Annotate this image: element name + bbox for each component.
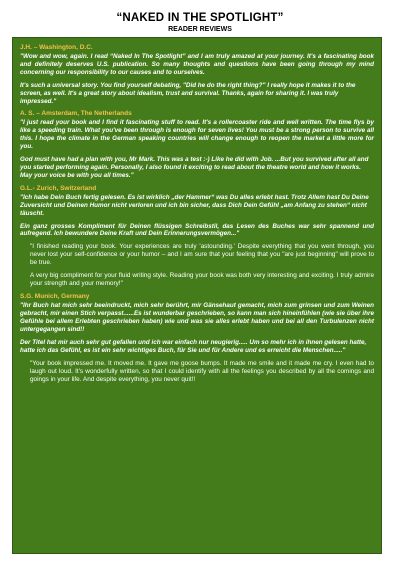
page-title: “NAKED IN THE SPOTLIGHT” — [116, 12, 284, 24]
review-paragraph: "Ich habe Dein Buch fertig gelesen. Es ist wirklich „der Hammer“ was Du alles erlebt hast. Trotz Allem hast Du Deine Zuversicht und Deinen Humor nicht verloren und ich bin sicher, dass Dich Dein Gefühl „am Anfang zu stehen“ nicht täuscht. — [20, 193, 369, 217]
review-paragraph: "Ihr Buch hat mich sehr beeindruckt, mich sehr berührt, mir Gänsehaut gemacht, mich zum grinsen und zum Weinen gebracht, mir einen Stich verpasst......Es ist wunderbar geschrieben, so kann man sich hineinfühlen (wie sie über ihre Gefühle bei allem Erlebten geschrieben haben) wie und was sie alles erlebt haben und bei all den Turbulenzen nicht untergegangen sind!! — [20, 302, 374, 334]
review-translation: "I finished reading your book. Your experiences are truly 'astounding.' Despite everything that you went through, you never lost your self-confidence or your humor – and I am sure that your feeling that you "are just beginning" will prove to be true. — [30, 243, 374, 267]
reviewer-name: J.H. – Washington, D.C. — [20, 44, 93, 51]
review-paragraph: It's such a universal story. You find yourself debating, "Did he do the right thing?" I really hope it makes it to the screen, as well. It's a great story about idealism, trust and survival. Thanks, again for sharing it. I was truly impressed." — [20, 81, 356, 105]
review-paragraph: God must have had a plan with you, Mr Mark. This was a test :-) Like he did with Job. ...But you survived after all and you started performing again. Personally, I also found it exciting to read about the theatre world and how it works. May your voice be with you all times." — [20, 156, 369, 179]
review-paragraph: "I just read your book and I find it fascinating stuff to read. It's a rollercoaster ride and well written. The time flys by like a speeding train. What you've been through is enough for seven lives! You must be a strong person to survive all this. I hope the climate in the German speaking countries will change enough to reopen the market a little more for you. — [20, 119, 374, 151]
review-paragraph: Ein ganz grosses Kompliment für Deinen flüssigen Schreibstil, das Lesen des Buches war sehr spannend und aufregend. Ich bewundere Deine Kraft und Dein Erinnerungsvermögen..." — [20, 222, 374, 238]
review-paragraph: "Wow and wow, again. I read “Naked In The Spotlight” and I am truly amazed at your journey. It's a fascinating book and definitely deserves U.S. publication. So many thoughts and questions have been going through my mind concerning our responsibility to our causes and to ourselves. — [20, 53, 374, 76]
review-4 — [20, 293, 374, 383]
review-paragraph: Der Titel hat mir auch sehr gut gefallen und ich war einfach nur neugierig..... Um so mehr ich in ihnen gelesen hatte, hatte ich das Gefühl, es ist ein sehr wichtiges Buch, für Sie und für Andere und es erreicht die Menschen....." — [20, 338, 367, 354]
review-2 — [20, 110, 374, 179]
reviews-panel — [12, 37, 382, 554]
page-subtitle: READER REVIEWS — [168, 26, 232, 33]
review-3 — [20, 185, 374, 289]
review-translation: A very big compliment for your fluid writing style. Reading your book was both very interesting and exciting. I truly admire your strength and your memory!" — [30, 272, 374, 288]
reviewer-name: S.G. Munich, Germany — [20, 293, 90, 301]
review-1 — [20, 44, 374, 105]
reviewer-name: G.L.- Zurich, Switzerland — [20, 184, 97, 192]
reviewer-name: A. S. – Amsterdam, The Netherlands — [20, 110, 132, 118]
review-translation: "Your book impressed me. It moved me. It gave me goose bumps. It made me smile and it made me cry. I even had to laugh out loud. It's wonderfully written, so that I could identify with all the feelings you described by all the comings and goings in your life. And despite everything, you never quit!! — [30, 359, 374, 383]
